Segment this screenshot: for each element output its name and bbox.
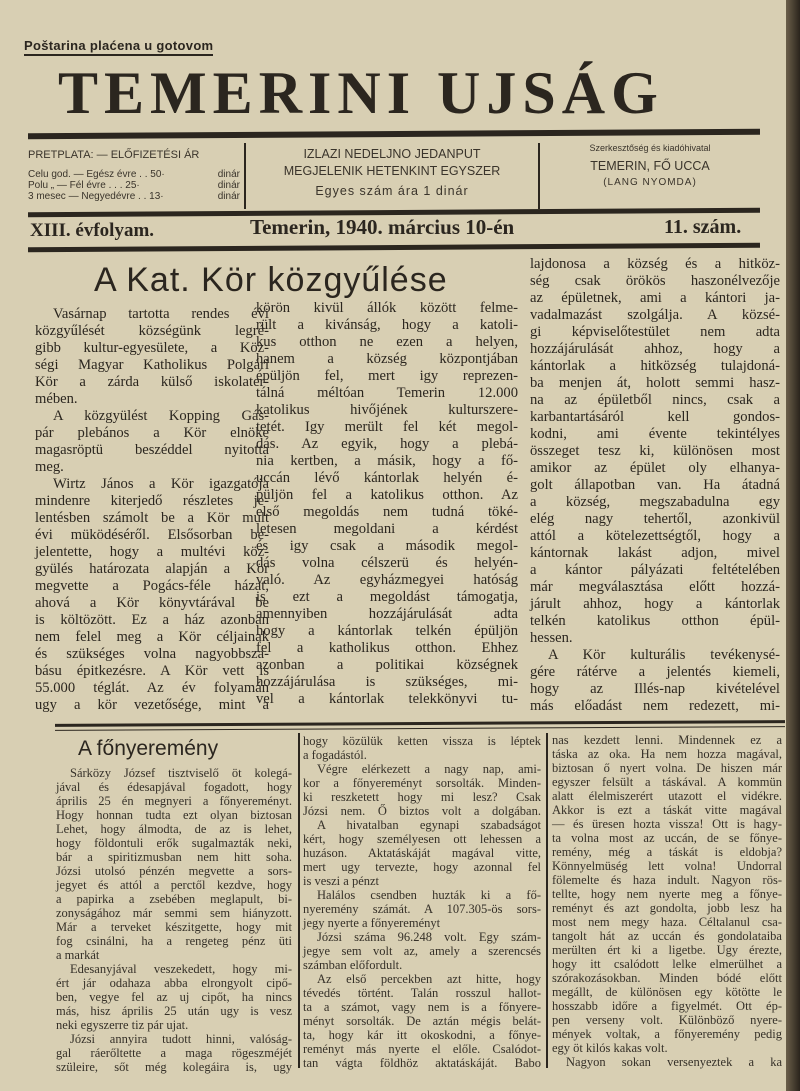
text-line: más előadást nem redezett, mi- bbox=[530, 698, 780, 714]
article-separator-thin bbox=[55, 726, 785, 731]
text-line: ta, hogy kár itt okoskodni, a főnye- bbox=[303, 1028, 541, 1042]
text-line: mindenre kiterjedő részletes je- bbox=[35, 493, 269, 509]
text-line: neki egyszerre tiz pár ujat. bbox=[56, 1018, 189, 1032]
text-line: hogy közülük ketten vissza is léptek bbox=[303, 734, 541, 748]
text-line: tan vágta földhöz aktatáskáját. Babo bbox=[303, 1056, 541, 1070]
text-line: kodni, ami évente tekintélyes bbox=[530, 426, 780, 442]
text-line: biztosan ő nyert volna. De hiszen már bbox=[552, 761, 782, 775]
price-unit: dinár bbox=[217, 180, 240, 191]
text-line: megvette a Pogács-féle házat, bbox=[35, 578, 269, 594]
text-line: remény, még a táskát is eldobja? bbox=[552, 845, 782, 859]
text-line: számban előfordult. bbox=[303, 958, 403, 972]
text-line: bár a spiritizmusban nem hitt soha. bbox=[56, 850, 292, 864]
text-line: hogy a kántorlak telkén épüljön bbox=[256, 623, 518, 639]
article2-column-1 bbox=[56, 766, 292, 1074]
text-line: egy öt kilós kakas volt. bbox=[552, 1041, 668, 1055]
text-line: vadalmazást szolgálja. A közsé- bbox=[530, 307, 780, 323]
text-line: nia kertben, a másik, hogy a fő- bbox=[256, 453, 518, 469]
text-line: jegy nyerte a főnyereményt bbox=[303, 916, 441, 930]
price-label: Polu „ — Fél évre . . . 25· bbox=[28, 180, 140, 191]
text-line: járult ahhoz, hogy a kántorlak bbox=[530, 596, 780, 612]
column-divider bbox=[546, 733, 548, 1068]
text-line: gibb kultur-egyesülete, a Köz- bbox=[35, 340, 269, 356]
issue-number: 11. szám. bbox=[664, 216, 742, 238]
text-line: tellte, hogy nem nyerte meg a főnye- bbox=[552, 887, 782, 901]
text-line: hosszabb időre a figyelmét. Ott ép- bbox=[552, 999, 782, 1013]
price-label: 3 mesec — Negyedévre . . 13· bbox=[28, 191, 164, 202]
text-line: ség csak örökös haszonélvezője bbox=[530, 273, 780, 289]
text-line: kus otthon ne ezen a helyen, bbox=[256, 334, 518, 350]
text-line: összeget tesz ki, különösen most bbox=[530, 443, 780, 459]
text-line: kor a főnyereményt sorsolták. Minden- bbox=[303, 776, 541, 790]
volume-label: XIII. évfolyam. bbox=[30, 220, 155, 241]
text-line: básu épitkezésre. A Kör vett is bbox=[35, 663, 269, 679]
office-box bbox=[540, 143, 760, 209]
article-title: A főnyeremény bbox=[78, 737, 219, 760]
column-divider bbox=[298, 733, 300, 1068]
text-line: püljön fel a katolikus otthon. Az bbox=[256, 487, 518, 503]
text-line: karbantartásáról kell gondos- bbox=[530, 409, 780, 425]
text-line: tangolt hát az uccán és gondolataiba bbox=[552, 929, 782, 943]
text-line: Wirtz János a Kör igazgatója bbox=[53, 476, 269, 492]
text-line: a fogadástól. bbox=[303, 748, 367, 762]
text-line: közgyűlését községünk legré- bbox=[35, 323, 269, 339]
text-line: mert ugy tervezte, hogy azonnal fel bbox=[303, 860, 541, 874]
text-line: más, hisz április 25 után ugy is vesz bbox=[56, 1004, 292, 1018]
text-line: ményt sorsolták. De aztán mégis belát- bbox=[303, 1014, 541, 1028]
article1-column-2 bbox=[256, 300, 518, 708]
text-line: kért, hogy személyesen ott lehessen a bbox=[303, 832, 541, 846]
text-line: körön kivül állók között felme- bbox=[256, 300, 518, 316]
text-line: Józsi nem. Ő biztos volt a dolgában. bbox=[303, 804, 541, 818]
text-line: gi képviselőtestület nem adta bbox=[530, 324, 780, 340]
text-line: kántornak lakást adjon, mivel bbox=[530, 545, 780, 561]
text-line: azonban a politikai községnek bbox=[256, 657, 518, 673]
text-line: hanem a község központjában bbox=[256, 351, 518, 367]
text-line: Könnyelmüség lett volna! Undorral bbox=[552, 859, 782, 873]
text-line: Vasárnap tartotta rendes évi bbox=[53, 306, 269, 322]
text-line: vel a kántorlak telekkönyvi tu- bbox=[256, 691, 518, 707]
text-line: hozzájárulását ahhoz, hogy a bbox=[530, 341, 780, 357]
text-line: táska az oka. Ha nem hozza magával, bbox=[552, 747, 782, 761]
postage-note: Poštarina plaćena u gotovom bbox=[24, 38, 213, 56]
text-line: tévedés történt. Talán rosszul hallot- bbox=[303, 986, 541, 1000]
text-line: mények voltak, a főnyeremény pedig bbox=[552, 1027, 782, 1041]
text-line: már megválasztása előtt hozzá- bbox=[530, 579, 780, 595]
text-line: nas kezdett lenni. Mindennek ez a bbox=[552, 733, 782, 747]
text-line: szórakozásokban. Minden bódé előtt bbox=[552, 971, 782, 985]
text-line: ért jár odahaza abba elrongyolt cipő- bbox=[56, 976, 292, 990]
text-line: a markát bbox=[56, 948, 100, 962]
article1-column-3 bbox=[530, 256, 780, 715]
text-line: reményt és azt gondolta, jobb lesz ha bbox=[552, 901, 782, 915]
text-line: pár plebános a Kör elnöke bbox=[35, 425, 269, 441]
text-line: hessen. bbox=[530, 630, 573, 646]
text-line: zonyságához már semmi sem hiányzott. bbox=[56, 906, 292, 920]
text-line: jelentette, hogy a multévi köz- bbox=[35, 544, 269, 560]
text-line: A hivatalban egynapi szabadságot bbox=[317, 818, 541, 832]
text-line: is veszi a pénzt bbox=[303, 874, 380, 888]
text-line: és igy csak a második megol- bbox=[256, 538, 518, 554]
text-line: merülten ért ki a ligetbe. Ugy érezte, bbox=[552, 943, 782, 957]
text-line: — és üresen hozta vissza! Ott is hagy- bbox=[552, 817, 782, 831]
text-line: Józsi utolsó pénzén megvette a sors- bbox=[56, 864, 292, 878]
text-line: Már a terveket készitgette, hogy mit bbox=[56, 920, 292, 934]
text-line: elég nagy tehertől, azonkivül bbox=[530, 511, 780, 527]
text-line: attól a kötelezettségtől, hogy a bbox=[530, 528, 780, 544]
text-line: hogy földontuli erők sugalmazták neki, bbox=[56, 836, 292, 850]
masthead-rule bbox=[28, 129, 760, 139]
text-line: a papirka a zsebében meglapult, bi- bbox=[56, 892, 292, 906]
frequency-sr: IZLAZI NEDELJNO JEDANPUT bbox=[303, 147, 481, 161]
text-line: való. Az egyházmegyei hatóság bbox=[256, 572, 518, 588]
text-line: amikor az épület oly elhanya- bbox=[530, 460, 780, 476]
text-line: ségi Magyar Katholikus Polgári bbox=[35, 357, 269, 373]
subscription-box bbox=[28, 143, 240, 209]
text-line: Akkor is ezt a táskát vitte magával bbox=[552, 803, 782, 817]
page-edge-shadow bbox=[786, 0, 800, 1091]
text-line: katolikus hivőjének kulturszere- bbox=[256, 402, 518, 418]
text-line: jával és édesapjával fogadott, hogy bbox=[56, 780, 292, 794]
text-line: április 25 én megnyeri a főnyereményt. bbox=[56, 794, 292, 808]
text-line: uccán lévő kántorlak helyén é- bbox=[256, 470, 518, 486]
text-line: a kántor pályázati feltételében bbox=[530, 562, 780, 578]
text-line: épüljön fel, mert igy reprezen- bbox=[256, 368, 518, 384]
text-line: Kör a zárda külső iskolater- bbox=[35, 374, 269, 390]
text-line: reményt más nyerte el előle. Csalódot- bbox=[303, 1042, 541, 1056]
price-row bbox=[28, 191, 240, 202]
text-line: szüleire, sőt még kolegáira is, ugy bbox=[56, 1060, 292, 1074]
office-address: TEMERIN, FŐ UCCA bbox=[590, 159, 710, 173]
text-line: amennyiben hozzájárulását adta bbox=[256, 606, 518, 622]
text-line: A Kör kulturális tevékenysé- bbox=[548, 647, 780, 663]
text-line: az épületnek, ami a kántori ja- bbox=[530, 290, 780, 306]
text-line: is költözött. Ez a ház azonban bbox=[35, 612, 269, 628]
issue-date: Temerin, 1940. március 10-én bbox=[250, 215, 515, 239]
text-line: évi müködéséről. Elsősorban be- bbox=[35, 527, 269, 543]
text-line: gére rátérve a jelentés kiemeli, bbox=[530, 664, 780, 680]
text-line: telkén katolikus otthon épül- bbox=[530, 613, 780, 629]
text-line: gal ráerőltette a maga rögeszméjét bbox=[56, 1046, 292, 1060]
text-line: ugy a kör vezetősége, mint a bbox=[35, 697, 269, 713]
text-line: hogy az Illés-nap kivételével bbox=[530, 681, 780, 697]
text-line: lentésben számolt be a Kör mult bbox=[35, 510, 269, 526]
text-line: fog csinálni, ha a rengeteg pénz üti bbox=[56, 934, 292, 948]
text-line: nyeremény számát. A 107.305-ös sors- bbox=[303, 902, 541, 916]
text-line: pen verseny volt. Különböző nyere- bbox=[552, 1013, 782, 1027]
text-line: meg. bbox=[35, 459, 64, 475]
text-line: és szükséges volna nagyobbsza- bbox=[35, 646, 269, 662]
text-line: tálná méltóan Temerin 12.000 bbox=[256, 385, 518, 401]
masthead-title: TEMERINI UJSÁG bbox=[58, 60, 664, 126]
text-line: Sárközy József tisztviselő öt kolegá- bbox=[70, 766, 292, 780]
text-line: fölemelte és haza indult. Nagyon rös- bbox=[552, 873, 782, 887]
text-line: Az első percekben azt hitte, hogy bbox=[317, 972, 541, 986]
text-line: dás. Az egyik, hogy a plebá- bbox=[256, 436, 518, 452]
text-line: na az épületből nincs, csak a bbox=[530, 392, 780, 408]
text-line: most nem megy haza. Céltalanul csa- bbox=[552, 915, 782, 929]
printer-name: (LANG NYOMDA) bbox=[603, 177, 697, 188]
article2-column-3 bbox=[552, 733, 782, 1069]
text-line: Lehet, hogy álmodta, de az is lehet, bbox=[56, 822, 292, 836]
text-line: kántorlak a hitközség tulajdoná- bbox=[530, 358, 780, 374]
text-line: egyszer felsült a táskával. A kommün bbox=[552, 775, 782, 789]
single-issue-price: Egyes szám ára 1 dinár bbox=[315, 184, 469, 198]
text-line: rült a kivánság, hogy a katoli- bbox=[256, 317, 518, 333]
price-row bbox=[28, 180, 240, 191]
text-line: első megoldás nem tudná töké- bbox=[256, 504, 518, 520]
text-line: a község, megszabadulna egy bbox=[530, 494, 780, 510]
text-line: hozzájárulása is szükséges, mi- bbox=[256, 674, 518, 690]
frequency-box bbox=[244, 143, 540, 209]
text-line: mében. bbox=[35, 391, 78, 407]
text-line: ahová a Kör könyvtárával be bbox=[35, 595, 269, 611]
price-unit: dinár bbox=[217, 169, 240, 180]
office-label: Szerkesztőség és kiadóhivatal bbox=[589, 143, 711, 153]
text-line: jegye sem volt az, amely a szerencsés bbox=[303, 944, 541, 958]
dateline-rule bbox=[28, 243, 760, 252]
price-unit: dinár bbox=[217, 191, 240, 202]
text-line: Halálos csendben huzták ki a fő- bbox=[317, 888, 541, 902]
text-line: alatt élelmiszerért utazott el vidékre. bbox=[552, 789, 782, 803]
text-line: Nagyon sokan versenyeztek a ka bbox=[566, 1055, 782, 1069]
text-line: ta a számot, vagy nem is a főnyere- bbox=[303, 1000, 541, 1014]
text-line: jegyet és attól a perctől kezdve, hogy bbox=[56, 878, 292, 892]
text-line: huzáson. Aktatáskáját magával vitte, bbox=[303, 846, 541, 860]
text-line: A közgyülést Kopping Gás- bbox=[53, 408, 269, 424]
text-line: Hogy honnan tudta ezt olyan biztosan bbox=[56, 808, 292, 822]
frequency-hu: MEGJELENIK HETENKINT EGYSZER bbox=[283, 164, 501, 178]
subscription-title: PRETPLATA: — ELŐFIZETÉSI ÁR bbox=[28, 149, 200, 161]
text-line: golt állapotban van. Ha átadná bbox=[530, 477, 780, 493]
text-line: Végre elérkezett a nagy nap, ami- bbox=[317, 762, 541, 776]
article2-column-2 bbox=[303, 734, 541, 1070]
text-line: magasröptü beszéddel nyitotta bbox=[35, 442, 269, 458]
text-line: is ezt a megoldást támogatja, bbox=[256, 589, 518, 605]
price-label: Celu god. — Egész évre . . 50· bbox=[28, 169, 165, 180]
text-line: ba menjen át, holott semmi hasz- bbox=[530, 375, 780, 391]
article-title: A Kat. Kör közgyűlése bbox=[94, 261, 448, 299]
text-line: Józsi száma 96.248 volt. Egy szám- bbox=[317, 930, 541, 944]
text-line: ben, vegye fel az uj cipőt, ha nincs bbox=[56, 990, 292, 1004]
article1-column-1 bbox=[35, 306, 269, 714]
text-line: 55.000 téglát. Az év folyamán bbox=[35, 680, 269, 696]
text-line: ta volna most az uccán, de se főnye- bbox=[552, 831, 782, 845]
text-line: lajdonosa a község és a hitköz- bbox=[530, 256, 780, 272]
text-line: tetét. Igy merült fel két megol- bbox=[256, 419, 518, 435]
text-line: hogy itt csalódott lelke elmerülhet a bbox=[552, 957, 782, 971]
text-line: megállt, de különösen egy kötötte le bbox=[552, 985, 782, 999]
price-row bbox=[28, 169, 240, 180]
text-line: nem felel meg a Kör céljainak bbox=[35, 629, 269, 645]
text-line: dás volna célszerü és helyén- bbox=[256, 555, 518, 571]
text-line: fel a katholikus otthon. Ehhez bbox=[256, 640, 518, 656]
text-line: gyülés határozata alapján a Kör bbox=[35, 561, 269, 577]
text-line: letesen megoldani a kérdést bbox=[256, 521, 518, 537]
text-line: ki reszketett hogy mi lesz? Csak bbox=[303, 790, 541, 804]
text-line: Edesanyjával veszekedett, hogy mi- bbox=[70, 962, 292, 976]
text-line: Józsi annyira tudott hinni, valóság- bbox=[70, 1032, 292, 1046]
